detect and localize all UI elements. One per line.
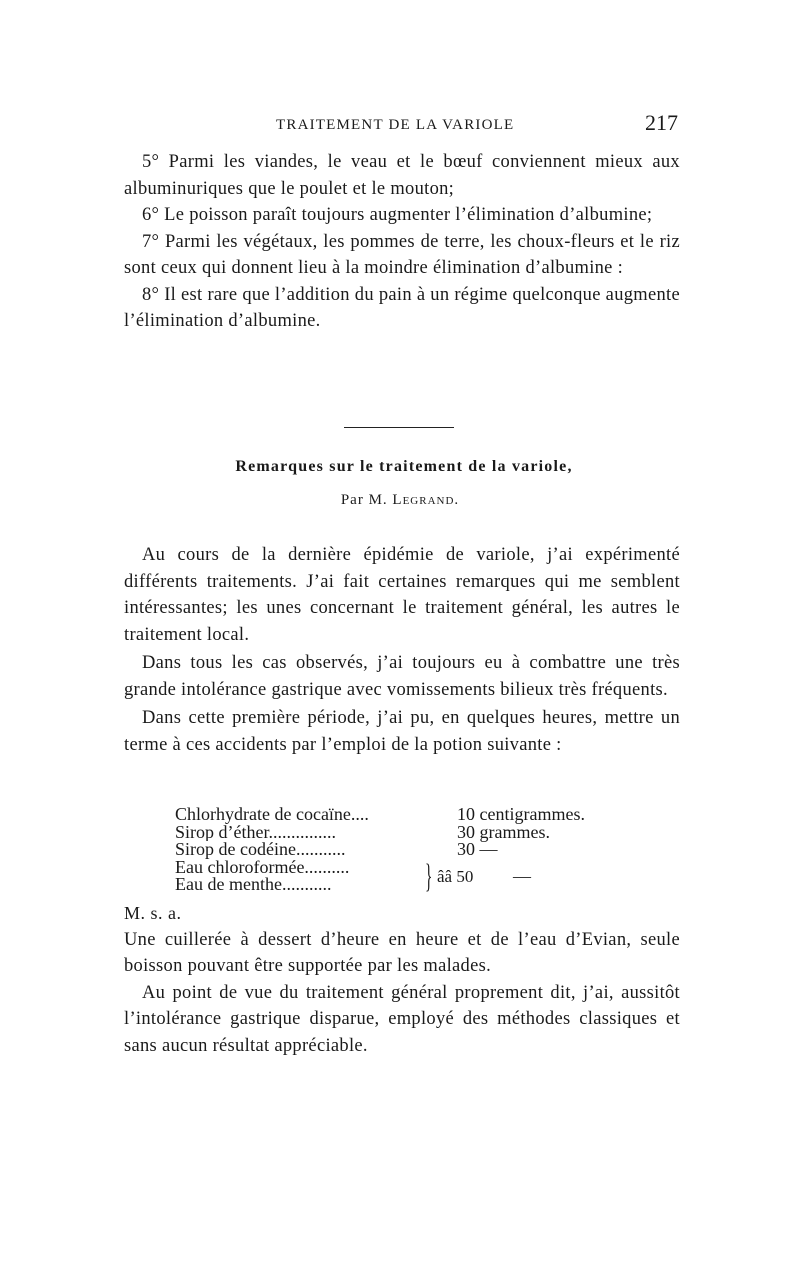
formula-quantity: 10 centigrammes. — [457, 804, 585, 824]
formula-braced-quantity: ââ 50 — [437, 866, 474, 886]
section-title: Remarques sur le traitement de la variole, — [235, 458, 573, 475]
formula-row — [175, 821, 675, 842]
byline-author: Legrand. — [392, 492, 460, 508]
conclusions-list — [124, 149, 680, 335]
formula-quantity: 30 grammes. — [457, 821, 550, 842]
formula-ingredient: Sirop d’éther............... — [175, 823, 336, 841]
conclusion-item: 6° Le poisson paraît toujours augmenter l’élimination d’albumine; — [142, 205, 653, 225]
article-body — [124, 542, 680, 760]
body-paragraph: Dans cette première période, j’ai pu, en quelques heures, mettre un terme à ces accidents par l’emploi de la potion suivante : — [124, 708, 680, 755]
article-continuation — [124, 900, 680, 1059]
body-paragraph: Dans tous les cas observés, j’ai toujours eu à combattre une très grande intolérance gastrique avec vomissements bilieux très fréquents. — [124, 653, 680, 700]
brace-icon: } — [425, 857, 433, 895]
formula-ingredient: Eau de menthe........... — [175, 876, 332, 894]
formula-row — [175, 806, 675, 824]
body-paragraph: Au point de vue du traitement général proprement dit, j’ai, aussitôt l’intolérance gastrique disparue, employé des méthodes classiques et sans aucun résultat appréciable. — [124, 982, 680, 1056]
formula-ingredient: Eau chloroformée.......... — [175, 858, 350, 876]
formula-row — [175, 841, 675, 859]
formula-quantity: 30 — — [457, 839, 498, 859]
formula-braced-group — [175, 859, 675, 894]
page-number: 217 — [645, 110, 678, 135]
formula-ingredient: Sirop de codéine........... — [175, 841, 346, 859]
body-paragraph: Au cours de la dernière épidémie de variole, j’ai expérimenté différents traitements. J’ai fait certaines remarques qui me semblent intéressantes; les unes concernant le traitement général, les autres le traitement local. — [124, 545, 680, 645]
conclusion-item: 7° Parmi les végétaux, les pommes de terre, les choux-fleurs et le riz sont ceux qui donnent lieu à la moindre élimination d’albumine : — [124, 231, 680, 278]
byline-prefix: Par M. — [340, 492, 393, 508]
section-divider — [344, 427, 454, 428]
formula-ingredient: Chlorhydrate de cocaïne.... — [175, 806, 369, 824]
byline — [0, 492, 800, 509]
prescription-formula — [175, 806, 675, 894]
body-paragraph: Une cuillerée à dessert d’heure en heure et de l’eau d’Evian, seule boisson pouvant être supportée par les malades. — [124, 929, 680, 976]
running-title: TRAITEMENT DE LA VARIOLE — [276, 117, 515, 133]
conclusion-item: 8° Il est rare que l’addition du pain à un régime quelconque augmente l’élimination d’albumine. — [124, 284, 680, 331]
conclusion-item: 5° Parmi les viandes, le veau et le bœuf conviennent mieux aux albuminuriques que le poulet et le mouton; — [124, 152, 680, 199]
formula-braced-unit: — — [513, 865, 531, 886]
page-header — [0, 110, 800, 142]
ms-abbreviation: M. s. a. — [124, 903, 182, 923]
